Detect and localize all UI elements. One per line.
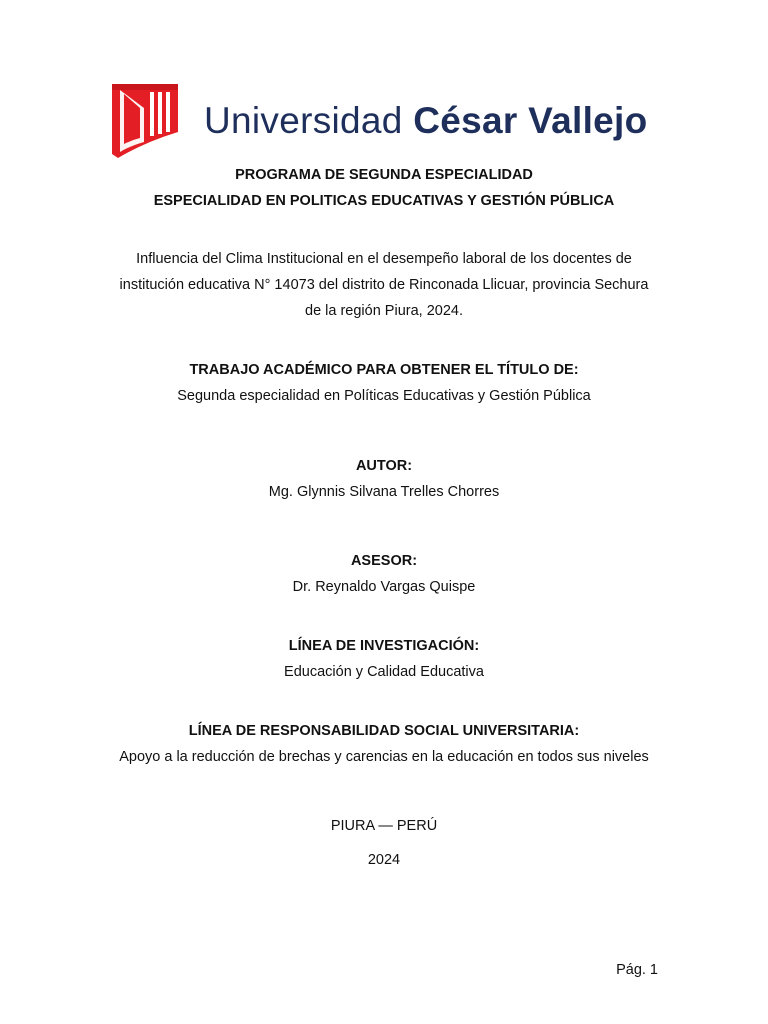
author-value: Mg. Glynnis Silvana Trelles Chorres (268, 484, 500, 500)
research-line-value: Educación y Calidad Educativa (284, 664, 484, 680)
university-name-regular: Universidad (204, 99, 414, 141)
university-name (204, 99, 648, 141)
page-number: Pág. 1 (616, 962, 658, 978)
advisor-section (0, 548, 768, 600)
university-logo (110, 80, 690, 160)
research-line-heading: LÍNEA DE INVESTIGACIÓN: (288, 638, 480, 654)
degree-value: Segunda especialidad en Políticas Educativas y Gestión Pública (177, 388, 591, 404)
program-line-1: PROGRAMA DE SEGUNDA ESPECIALIDAD (235, 167, 533, 183)
research-line-section (0, 633, 768, 685)
advisor-heading: ASESOR: (350, 553, 418, 569)
year: 2024 (367, 852, 401, 868)
advisor-value: Dr. Reynaldo Vargas Quispe (292, 579, 476, 595)
author-section (0, 453, 768, 505)
program-heading (0, 162, 768, 214)
social-line-section (0, 718, 768, 770)
shield-icon (110, 82, 180, 158)
social-line-value: Apoyo a la reducción de brechas y carencias en la educación en todos sus niveles (119, 749, 649, 765)
author-heading: AUTOR: (355, 458, 413, 474)
thesis-title-line-2: institución educativa N° 14073 del distrito de Rinconada Llicuar, provincia Sechura (119, 277, 649, 293)
degree-section (0, 357, 768, 409)
university-name-bold: César Vallejo (413, 99, 648, 141)
thesis-title-line-3: de la región Piura, 2024. (305, 303, 463, 319)
social-line-heading: LÍNEA DE RESPONSABILIDAD SOCIAL UNIVERSITARIA: (188, 723, 580, 739)
thesis-title (0, 246, 768, 324)
thesis-title-line-1: Influencia del Clima Institucional en el desempeño laboral de los docentes de (136, 251, 632, 267)
degree-heading: TRABAJO ACADÉMICO PARA OBTENER EL TÍTULO DE: (189, 362, 579, 378)
place: PIURA — PERÚ (330, 818, 438, 834)
program-line-2: ESPECIALIDAD EN POLITICAS EDUCATIVAS Y GESTIÓN PÚBLICA (153, 193, 615, 209)
